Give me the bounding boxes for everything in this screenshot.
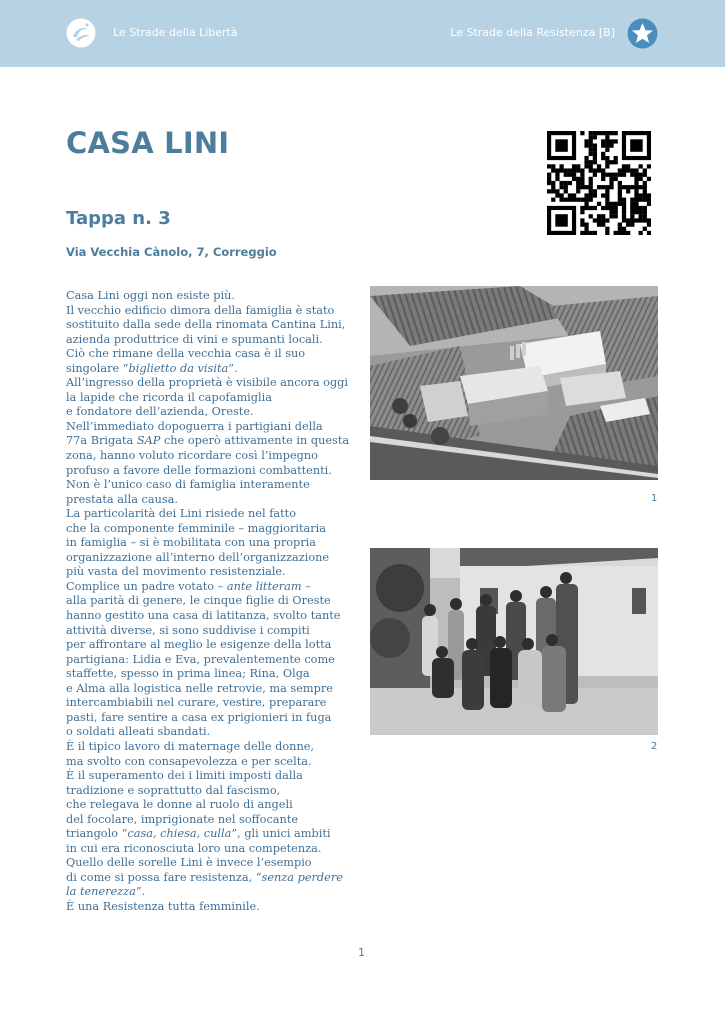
text-run: È una Resistenza tutta femminile.: [66, 899, 260, 913]
italic-text: biglietto da visita: [128, 361, 229, 375]
body-line: [66, 871, 366, 886]
body-line: [66, 624, 366, 639]
body-line: [66, 813, 366, 828]
text-run: Ciò che rimane della vecchia casa è il suo: [66, 347, 306, 361]
text-run: All’ingresso della proprietà è visibile ancora oggi: [66, 376, 349, 390]
body-line: [66, 682, 366, 697]
text-run: Il vecchio edificio dimora della famiglia è stato: [66, 303, 335, 317]
body-line: [66, 740, 366, 755]
text-run: azienda produttrice di vini e spumanti locali.: [66, 332, 323, 346]
body-line: [66, 362, 366, 377]
aerial-photo-image: [370, 286, 658, 480]
body-line: [66, 653, 366, 668]
body-line: [66, 420, 366, 435]
text-run: È il superamento dei i limiti imposti dalla: [66, 769, 303, 783]
body-line: [66, 289, 366, 304]
text-run: profuso a favore delle formazioni combattenti.: [66, 463, 332, 477]
text-run: È il tipico lavoro di maternage delle donne,: [66, 739, 315, 753]
text-run: Casa Lini oggi non esiste più.: [66, 289, 235, 302]
body-line: [66, 522, 366, 537]
body-line: [66, 333, 366, 348]
text-run: staffette, spesso in prima linea; Rina, Olga: [66, 667, 310, 681]
text-run: o soldati alleati sbandati.: [66, 725, 211, 739]
text-run: singolare “: [66, 361, 129, 375]
series-name: Le Strade della Resistenza [B]: [450, 26, 615, 39]
text-run: Quello delle sorelle Lini è invece l’esempio: [66, 856, 312, 870]
italic-text: SAP: [136, 434, 161, 448]
body-line: [66, 711, 366, 726]
text-run: in famiglia – si è mobilitata con una propria: [66, 536, 317, 550]
text-run: più vasta del movimento resistenziale.: [66, 565, 286, 579]
text-run: zona, hanno voluto ricordare così l’impegno: [66, 449, 318, 463]
text-run: ma svolto con consapevolezza e per scelta.: [66, 754, 312, 768]
text-run: per affrontare al meglio le esigenze della lotta: [66, 638, 332, 652]
body-line: [66, 609, 366, 624]
text-run: attività diverse, si sono suddivise i compiti: [66, 623, 310, 637]
text-run: pasti, fare sentire a casa ex prigionieri in fuga: [66, 710, 332, 724]
italic-text: senza perdere: [261, 870, 343, 884]
text-run: intercambiabili nel curare, vestire, preparare: [66, 696, 327, 710]
photo-caption-2: 2: [651, 741, 658, 752]
text-run: triangolo “: [66, 827, 128, 841]
body-line: [66, 842, 366, 857]
page-number: 1: [358, 946, 365, 959]
text-run: ”.: [135, 885, 146, 899]
body-line: [66, 318, 366, 333]
text-run: e fondatore dell’azienda, Oreste.: [66, 405, 254, 419]
text-run: partigiana: Lidia e Eva, prevalentemente come: [66, 652, 335, 666]
body-line: [66, 464, 366, 479]
text-run: e Alma alla logistica nelle retrovie, ma sempre: [66, 681, 333, 695]
italic-text: casa, chiesa, culla: [127, 827, 232, 841]
qr-code-icon: [547, 131, 651, 235]
text-run: –: [301, 579, 311, 593]
text-run: ”, gli unici ambiti: [231, 827, 331, 841]
text-run: 77a Brigata: [66, 434, 137, 448]
body-line: [66, 784, 366, 799]
body-line: [66, 536, 366, 551]
body-line: [66, 580, 366, 595]
text-run: in cui era riconosciuta loro una competenza.: [66, 841, 322, 855]
text-run: prestata alla causa.: [66, 492, 179, 506]
body-line: [66, 434, 366, 449]
swirl-logo-icon: [66, 18, 96, 48]
text-run: La particolarità dei Lini risiede nel fatto: [66, 507, 296, 521]
body-line: [66, 565, 366, 580]
body-line: [66, 493, 366, 508]
body-line: [66, 347, 366, 362]
body-line: [66, 856, 366, 871]
aerial-photo-cantina: [370, 286, 658, 480]
text-run: la lapide che ricorda il capofamiglia: [66, 390, 272, 404]
italic-text: la tenerezza: [66, 885, 136, 899]
page-title: CASA LINI: [66, 126, 230, 160]
body-line: [66, 667, 366, 682]
text-run: che operò attivamente in questa: [160, 434, 350, 448]
italic-text: ante litteram: [226, 579, 302, 593]
body-line: [66, 725, 366, 740]
body-text: [66, 289, 366, 915]
family-photo-image: [370, 548, 658, 735]
photo-caption-1: 1: [651, 493, 658, 504]
body-line: [66, 798, 366, 813]
body-line: [66, 376, 366, 391]
body-line: [66, 885, 366, 900]
body-line: [66, 638, 366, 653]
body-line: [66, 594, 366, 609]
text-run: hanno gestito una casa di latitanza, svolto tante: [66, 609, 341, 623]
body-line: [66, 755, 366, 770]
text-run: che la componente femminile – maggioritaria: [66, 521, 327, 535]
body-line: [66, 478, 366, 493]
body-line: [66, 449, 366, 464]
page-header: [0, 0, 725, 67]
body-line: [66, 507, 366, 522]
body-line: [66, 405, 366, 420]
body-line: [66, 551, 366, 566]
text-run: organizzazione all’interno dell’organizzazione: [66, 550, 330, 564]
text-run: Non è l’unico caso di famiglia interamente: [66, 478, 310, 492]
body-line: [66, 391, 366, 406]
text-run: Nell’immediato dopoguerra i partigiani della: [66, 419, 323, 433]
family-photo-lini: [370, 548, 658, 735]
body-line: [66, 827, 366, 842]
text-run: tradizione e soprattutto dal fascismo,: [66, 783, 281, 797]
text-run: ”.: [228, 361, 238, 375]
text-run: che relegava le donne al ruolo di angeli: [66, 798, 293, 812]
body-line: [66, 769, 366, 784]
star-icon: [627, 18, 658, 49]
text-run: Complice un padre votato –: [66, 579, 227, 593]
text-run: del focolare, imprigionate nel soffocante: [66, 812, 299, 826]
brand-name: Le Strade della Libertà: [113, 26, 238, 39]
body-line: [66, 696, 366, 711]
address: Via Vecchia Cànolo, 7, Correggio: [66, 245, 277, 259]
body-line: [66, 304, 366, 319]
stage-number: Tappa n. 3: [66, 208, 171, 229]
text-run: di come si possa fare resistenza, “: [66, 870, 262, 884]
text-run: alla parità di genere, le cinque figlie di Oreste: [66, 594, 331, 608]
text-run: sostituito dalla sede della rinomata Cantina Lini,: [66, 318, 346, 332]
body-line: [66, 900, 366, 915]
